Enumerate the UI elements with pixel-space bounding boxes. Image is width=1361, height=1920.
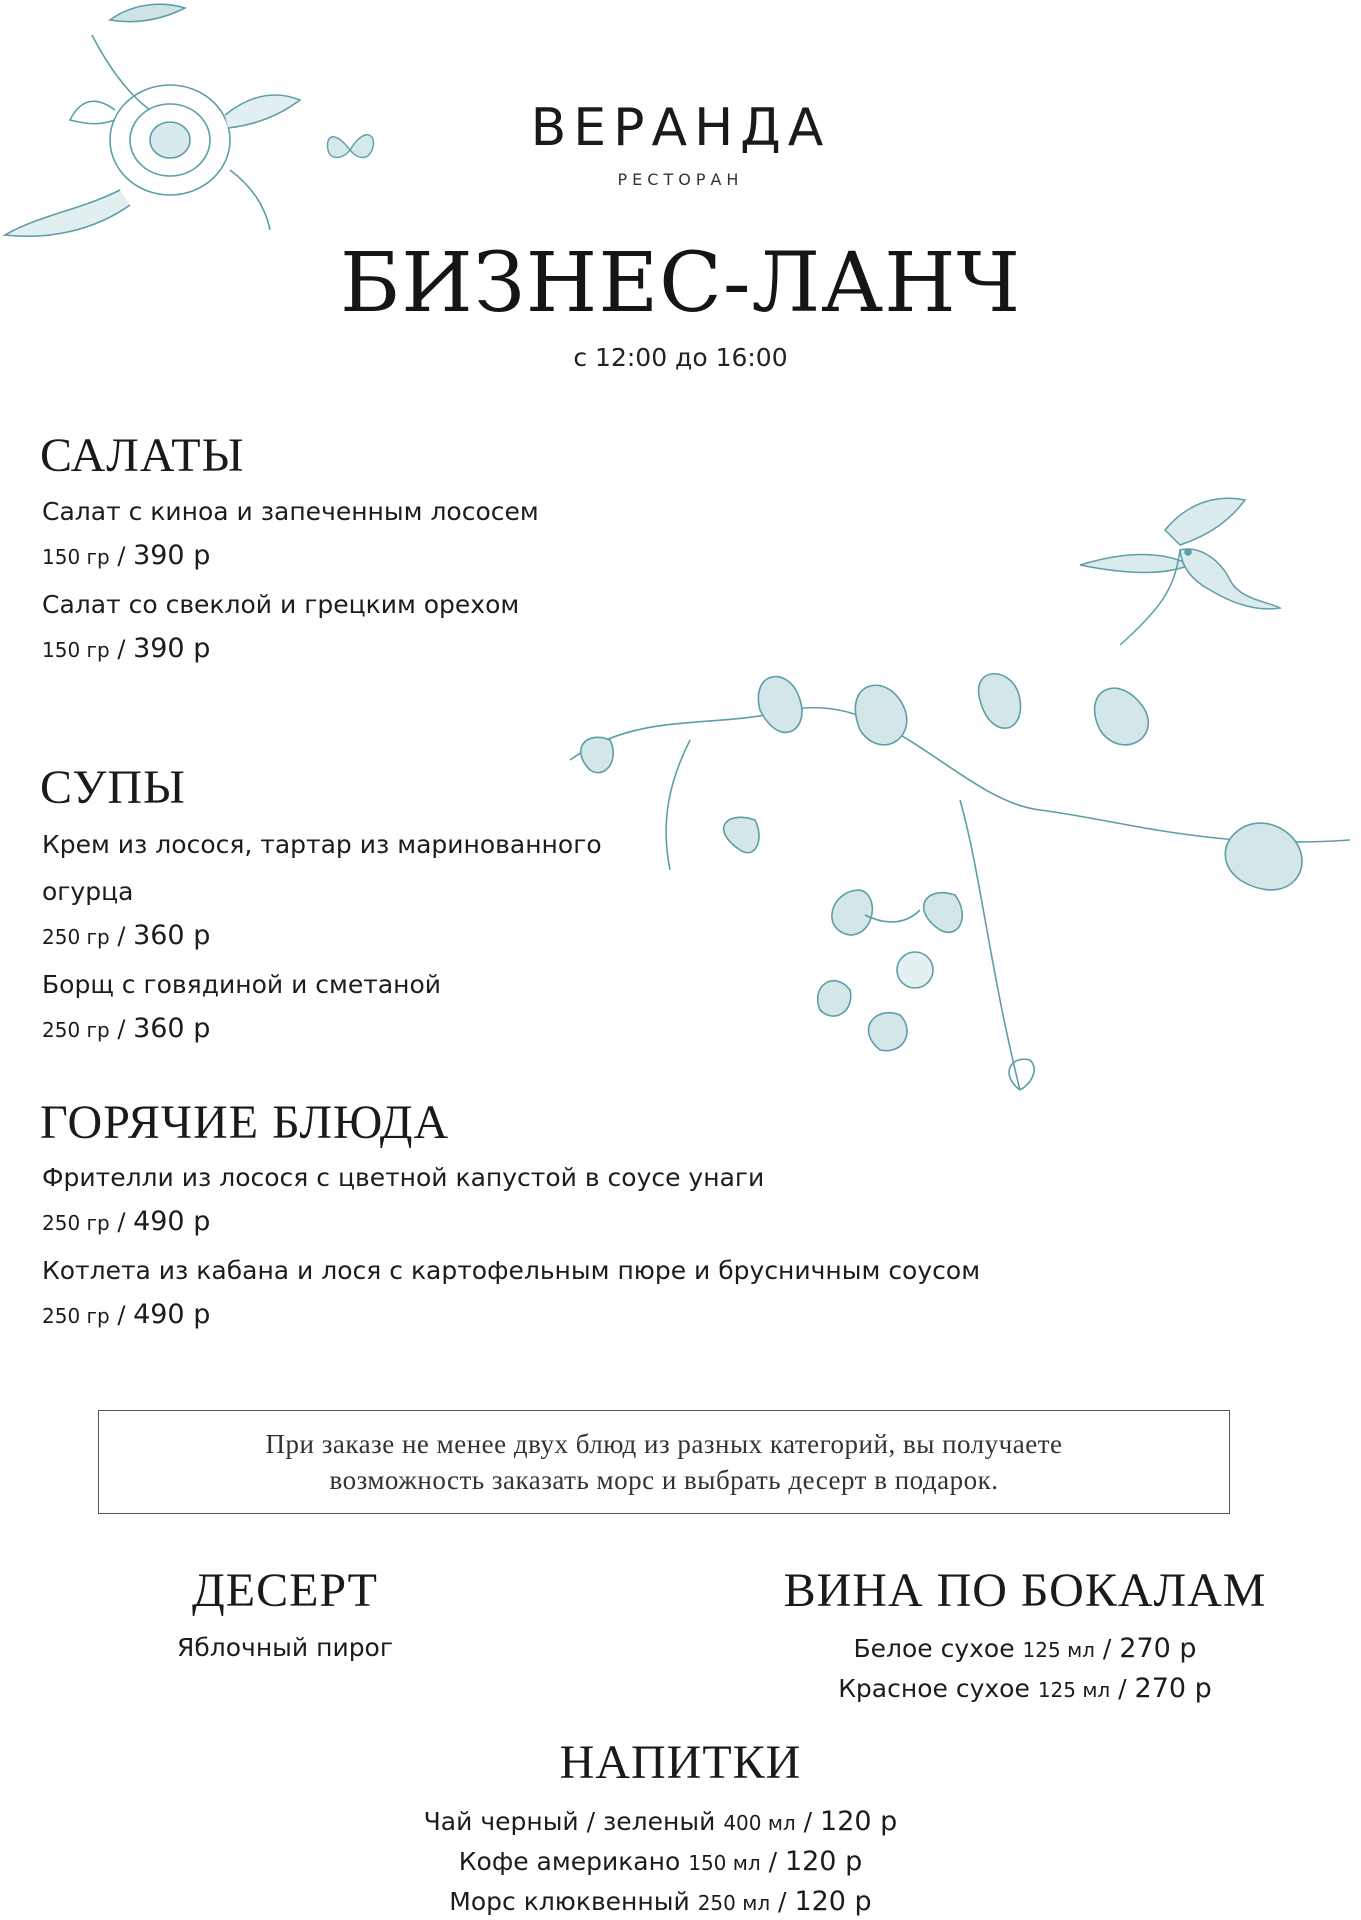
dish-weight: 250 гр xyxy=(42,1018,110,1042)
section-title-salads: САЛАТЫ xyxy=(40,429,245,482)
dish-price-line: 250 гр / 490 р xyxy=(42,1299,211,1330)
dish-price-line: 250 гр / 360 р xyxy=(42,1013,211,1044)
drink-price: 120 р xyxy=(820,1806,898,1837)
dish-name: Фрителли из лосося с цветной капустой в соусе унаги xyxy=(42,1163,765,1192)
wine-price: 270 р xyxy=(1134,1673,1212,1704)
dish-price: 390 р xyxy=(133,540,211,571)
section-title-soups: СУПЫ xyxy=(40,761,186,814)
dish-price-line: 250 гр / 360 р xyxy=(42,920,211,951)
page-title: БИЗНЕС-ЛАНЧ xyxy=(339,236,1022,331)
magnolia-branch-illustration xyxy=(560,670,1361,1170)
drink-item: Морс клюквенный 250 мл / 120 р xyxy=(449,1886,872,1917)
dish-name: Борщ с говядиной и сметаной xyxy=(42,970,442,999)
dish-price: 360 р xyxy=(133,1013,211,1044)
promo-notice-line: возможность заказать морс и выбрать десерт в подарок. xyxy=(329,1465,999,1495)
lunch-hours: с 12:00 до 16:00 xyxy=(573,343,788,372)
logo-subtitle: РЕСТОРАН xyxy=(617,170,744,189)
wine-item: Красное сухое 125 мл / 270 р xyxy=(838,1673,1212,1704)
restaurant-logo xyxy=(0,98,1361,189)
wine-price: 270 р xyxy=(1119,1633,1197,1664)
dish-name: Салат с киноа и запеченным лососем xyxy=(42,497,539,526)
dish-weight: 250 гр xyxy=(42,1304,110,1328)
dish-price: 490 р xyxy=(133,1299,211,1330)
section-title-wines: ВИНА ПО БОКАЛАМ xyxy=(783,1564,1267,1617)
section-title-drinks: НАПИТКИ xyxy=(559,1736,802,1789)
dish-price: 490 р xyxy=(133,1206,211,1237)
dish-price: 360 р xyxy=(133,920,211,951)
dessert-item: Яблочный пирог xyxy=(176,1633,393,1662)
dish-price-line: 150 гр / 390 р xyxy=(42,633,211,664)
drink-name: Морс клюквенный xyxy=(449,1887,690,1916)
drink-name: Кофе американо xyxy=(458,1847,681,1876)
dish-weight: 250 гр xyxy=(42,925,110,949)
wine-name: Красное сухое xyxy=(838,1674,1030,1703)
wine-name: Белое сухое xyxy=(853,1634,1015,1663)
drink-volume: 400 мл xyxy=(723,1811,796,1835)
drink-price: 120 р xyxy=(794,1886,872,1917)
wine-volume: 125 мл xyxy=(1037,1678,1111,1702)
dish-price: 390 р xyxy=(133,633,211,664)
dish-name-continued: огурца xyxy=(42,877,134,906)
drink-price: 120 р xyxy=(784,1846,863,1877)
drink-volume: 150 мл xyxy=(688,1851,761,1875)
drink-name: Чай черный / зеленый xyxy=(423,1807,716,1836)
drink-item: Кофе американо 150 мл / 120 р xyxy=(458,1846,863,1877)
wine-item: Белое сухое 125 мл / 270 р xyxy=(853,1633,1197,1664)
dish-weight: 150 гр xyxy=(42,545,110,569)
wine-volume: 125 мл xyxy=(1022,1638,1095,1662)
section-title-dessert: ДЕСЕРТ xyxy=(192,1564,378,1617)
dish-name: Крем из лосося, тартар из маринованного xyxy=(42,830,602,859)
hummingbird-illustration xyxy=(1070,490,1290,650)
dish-name: Котлета из кабана и лося с картофельным пюре и брусничным соусом xyxy=(42,1256,981,1285)
logo-name: ВЕРАНДА xyxy=(530,98,831,158)
drink-item: Чай черный / зеленый 400 мл / 120 р xyxy=(423,1806,898,1837)
dish-price-line: 250 гр / 490 р xyxy=(42,1206,211,1237)
section-title-hot-dishes: ГОРЯЧИЕ БЛЮДА xyxy=(40,1096,450,1149)
dish-name: Салат со свеклой и грецким орехом xyxy=(42,590,520,619)
dish-weight: 150 гр xyxy=(42,638,110,662)
dish-weight: 250 гр xyxy=(42,1211,110,1235)
promo-notice-line: При заказе не менее двух блюд из разных категорий, вы получаете xyxy=(265,1429,1063,1459)
dish-price-line: 150 гр / 390 р xyxy=(42,540,211,571)
drink-volume: 250 мл xyxy=(697,1891,771,1915)
promo-notice-box xyxy=(98,1410,1230,1514)
